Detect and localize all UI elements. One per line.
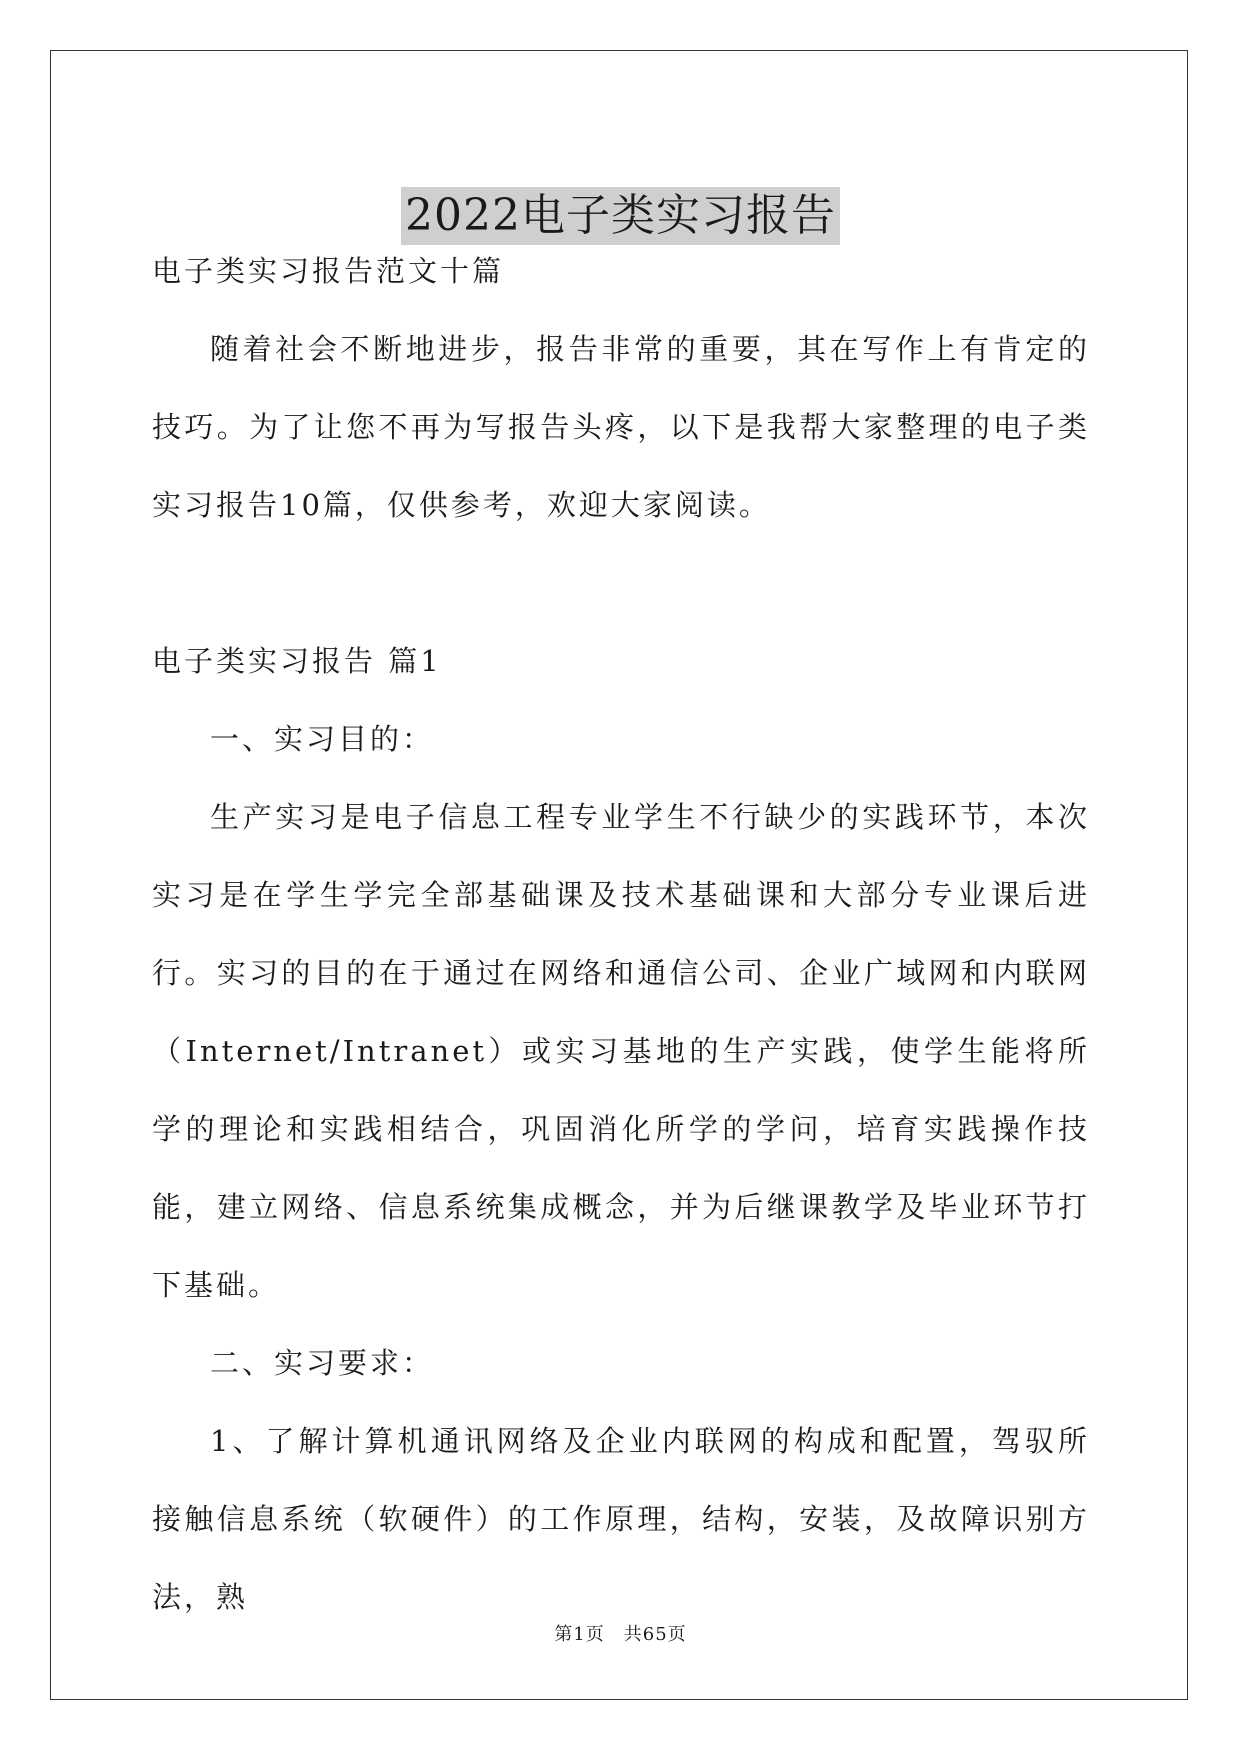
document-title: 2022电子类实习报告 bbox=[401, 187, 840, 245]
document-body bbox=[152, 232, 1090, 1636]
paragraph-requirement-1: 1、了解计算机通讯网络及企业内联网的构成和配置，驾驭所接触信息系统（软硬件）的工作原理，结构，安装，及故障识别方法，熟 bbox=[152, 1424, 1090, 1614]
section-heading: 电子类实习报告 篇1 bbox=[152, 644, 442, 678]
heading-purpose: 一、实习目的： bbox=[210, 722, 435, 756]
subtitle: 电子类实习报告范文十篇 bbox=[152, 254, 505, 288]
page-footer: 第1页 共65页 bbox=[554, 1624, 687, 1645]
section-spacer bbox=[152, 544, 1090, 622]
heading-requirements: 二、实习要求： bbox=[210, 1346, 435, 1380]
paragraph-purpose: 生产实习是电子信息工程专业学生不行缺少的实践环节，本次实习是在学生学完全部基础课及技术基础课和大部分专业课后进行。实习的目的在于通过在网络和通信公司、企业广域网和内联网（Internet/Intranet）或实习基地的生产实践，使学生能将所学的理论和实践相结合，巩固消化所学的学问，培育实践操作技能，建立网络、信息系统集成概念，并为后继课教学及毕业环节打下基础。 bbox=[152, 800, 1090, 1302]
intro-paragraph: 随着社会不断地进步，报告非常的重要，其在写作上有肯定的技巧。为了让您不再为写报告头疼，以下是我帮大家整理的电子类实习报告10篇，仅供参考，欢迎大家阅读。 bbox=[152, 332, 1090, 522]
